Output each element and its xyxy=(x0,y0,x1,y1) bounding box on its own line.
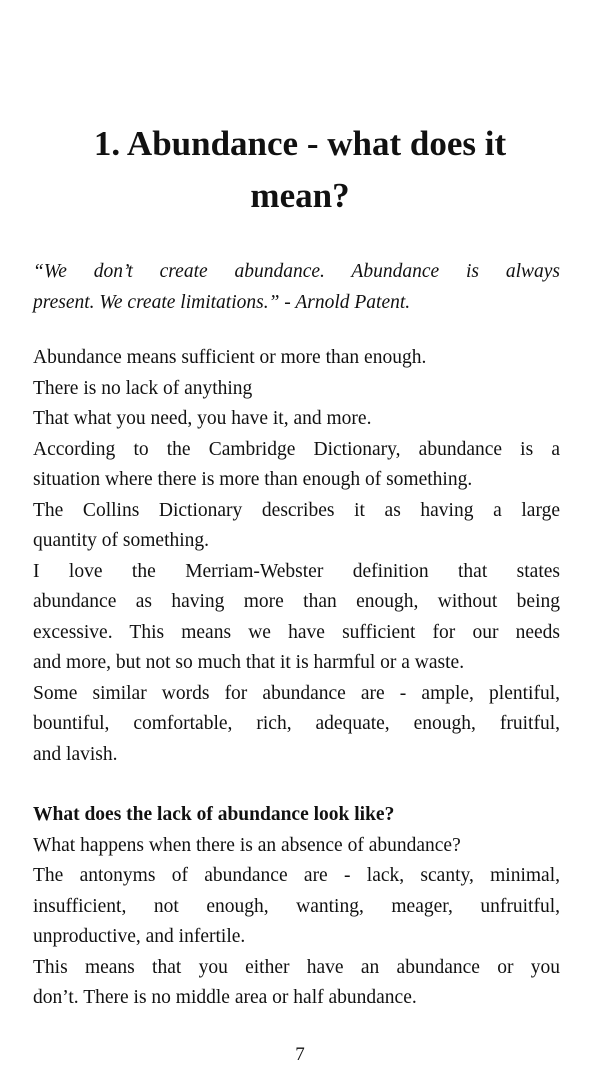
body-line: There is no lack of anything xyxy=(33,377,253,399)
page-number: 7 xyxy=(295,1044,305,1065)
body-line: The Collins Dictionary describes it as having a large xyxy=(33,499,560,521)
chapter-title-line-2: mean? xyxy=(250,176,350,215)
chapter-title-line-1: 1. Abundance - what does it xyxy=(93,124,507,163)
chapter-title xyxy=(30,118,570,222)
epigraph-line-2: present. We create limitations.” - Arnold Patent. xyxy=(33,292,411,313)
body-line: bountiful, comfortable, rich, adequate, enough, fruitful, xyxy=(33,713,560,734)
body-line: I love the Merriam-Webster definition that states xyxy=(33,560,560,582)
body-line: and more, but not so much that it is harmful or a waste. xyxy=(33,652,465,673)
body-line: What happens when there is an absence of abundance? xyxy=(33,834,461,856)
body-line: and lavish. xyxy=(33,743,118,765)
body-line: insufficient, not enough, wanting, meager, unfruitful, xyxy=(33,895,560,917)
body-line: abundance as having more than enough, without being xyxy=(33,591,560,612)
body-line: situation where there is more than enough of something. xyxy=(33,469,473,490)
epigraph-line-1: “We don’t create abundance. Abundance is always xyxy=(33,261,560,282)
body-line: excessive. This means we have sufficient for our needs xyxy=(33,621,560,643)
body-line: That what you need, you have it, and more. xyxy=(33,408,372,429)
body-line: don’t. There is no middle area or half abundance. xyxy=(33,987,417,1008)
body-line: quantity of something. xyxy=(33,530,210,551)
body-line: Some similar words for abundance are - ample, plentiful, xyxy=(33,682,560,704)
lack-of-abundance-section xyxy=(33,800,560,1014)
body-line: According to the Cambridge Dictionary, abundance is a xyxy=(33,438,560,460)
section-heading: What does the lack of abundance look like? xyxy=(33,804,395,825)
epigraph-quote xyxy=(33,256,560,318)
definition-paragraphs xyxy=(33,343,560,770)
body-line: This means that you either have an abundance or you xyxy=(33,956,560,978)
body-line: unproductive, and infertile. xyxy=(33,926,246,947)
body-line: Abundance means sufficient or more than enough. xyxy=(33,347,427,368)
body-line: The antonyms of abundance are - lack, scanty, minimal, xyxy=(33,865,560,886)
